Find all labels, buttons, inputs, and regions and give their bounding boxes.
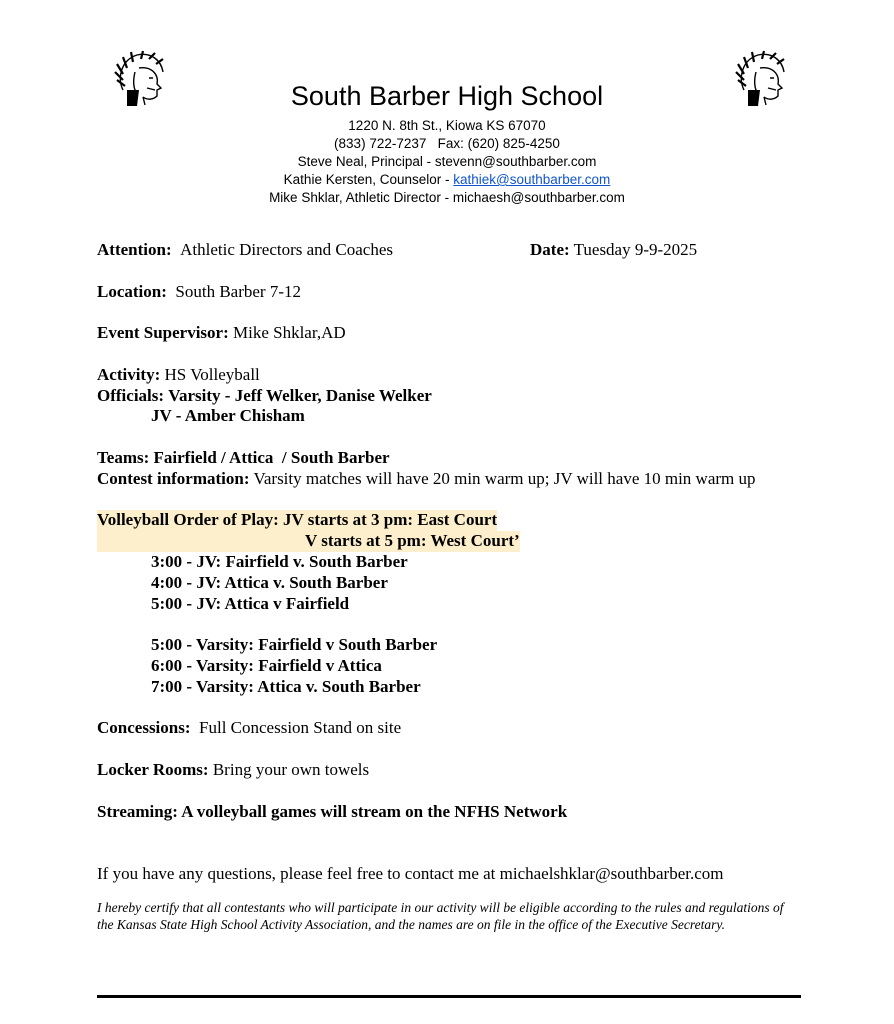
streaming-text: Streaming: A volleyball games will stream on the NFHS Network [97,801,568,821]
supervisor-line [97,323,817,344]
attention-value: Athletic Directors and Coaches [180,240,394,259]
activity-label: Activity: [97,364,161,384]
list-item: 6:00 - Varsity: Fairfield v Attica [151,655,382,675]
contest-info-line [97,469,817,490]
list-item: 3:00 - JV: Fairfield v. South Barber [151,551,408,571]
concessions-label: Concessions: [97,718,191,738]
date-label: Date: [530,240,570,259]
date-field [530,240,697,261]
officials-varsity: Varsity - Jeff Welker, Danise Welker [168,385,432,405]
jv-game-1 [97,552,817,573]
streaming-line [97,802,817,823]
supervisor-value: Mike Shklar,AD [233,323,346,343]
attention-label: Attention: [97,240,172,259]
counselor-email-link[interactable]: kathiek@southbarber.com [453,172,611,187]
athletic-director-contact: Mike Shklar, Athletic Director - michaesh@southbarber.com [269,190,625,205]
officials-label: Officials: [97,385,165,405]
contest-label: Contest information: [97,468,250,488]
locker-rooms-line [97,760,817,781]
list-item: 5:00 - JV: Attica v Fairfield [151,593,350,613]
document-body [97,240,817,934]
location-line [97,282,817,303]
concessions-value: Full Concession Stand on site [199,718,402,738]
teams-line [97,448,817,469]
officials-jv-line [97,406,817,427]
list-item: 7:00 - Varsity: Attica v. South Barber [151,676,421,696]
school-phone-fax: (833) 722-7237 Fax: (620) 825-4250 [334,136,560,151]
officials-jv: JV - Amber Chisham [151,406,305,426]
school-name: South Barber High School [290,81,604,111]
varsity-game-2 [97,656,817,677]
attention-line [97,240,817,261]
location-value: South Barber 7-12 [175,281,301,301]
footer-divider [97,995,801,998]
officials-line [97,386,817,407]
order-of-play-varsity-start: V starts at 5 pm: West Court’ [97,531,520,552]
principal-contact: Steve Neal, Principal - stevenn@southbarber.com [297,154,597,169]
varsity-game-1 [97,635,817,656]
order-of-play-title: Volleyball Order of Play: JV starts at 3 pm: East Court [97,510,498,530]
letterhead [0,80,894,207]
order-of-play-line-2 [97,531,817,552]
varsity-game-3 [97,677,817,698]
list-item: 5:00 - Varsity: Fairfield v South Barber [151,635,438,655]
teams-text: Teams: Fairfield / Attica / South Barber [97,447,390,467]
order-of-play-line-1 [97,510,817,531]
counselor-label: Kathie Kersten, Counselor - [283,172,454,187]
activity-value: HS Volleyball [164,364,260,384]
supervisor-label: Event Supervisor: [97,323,229,343]
activity-line [97,365,817,386]
location-label: Location: [97,281,167,301]
list-item: 4:00 - JV: Attica v. South Barber [151,572,388,592]
contest-value: Varsity matches will have 20 min warm up; JV will have 10 min warm up [253,468,756,488]
certification-disclaimer: I hereby certify that all contestants who will participate in our activity will be eligible according to the rules and regulations of the Kansas State High School Activity Association, and the names are on file in the office of the Executive Secretary. [97,899,784,933]
locker-rooms-value: Bring your own towels [212,759,370,779]
date-value: Tuesday 9-9-2025 [573,240,698,259]
jv-game-2 [97,573,817,594]
questions-line: If you have any questions, please feel free to contact me at michaelshklar@southbarber.com [97,863,724,883]
locker-rooms-label: Locker Rooms: [97,759,209,779]
jv-game-3 [97,594,817,615]
school-address: 1220 N. 8th St., Kiowa KS 67070 [348,118,546,133]
counselor-contact [0,171,894,189]
concessions-line [97,718,817,739]
